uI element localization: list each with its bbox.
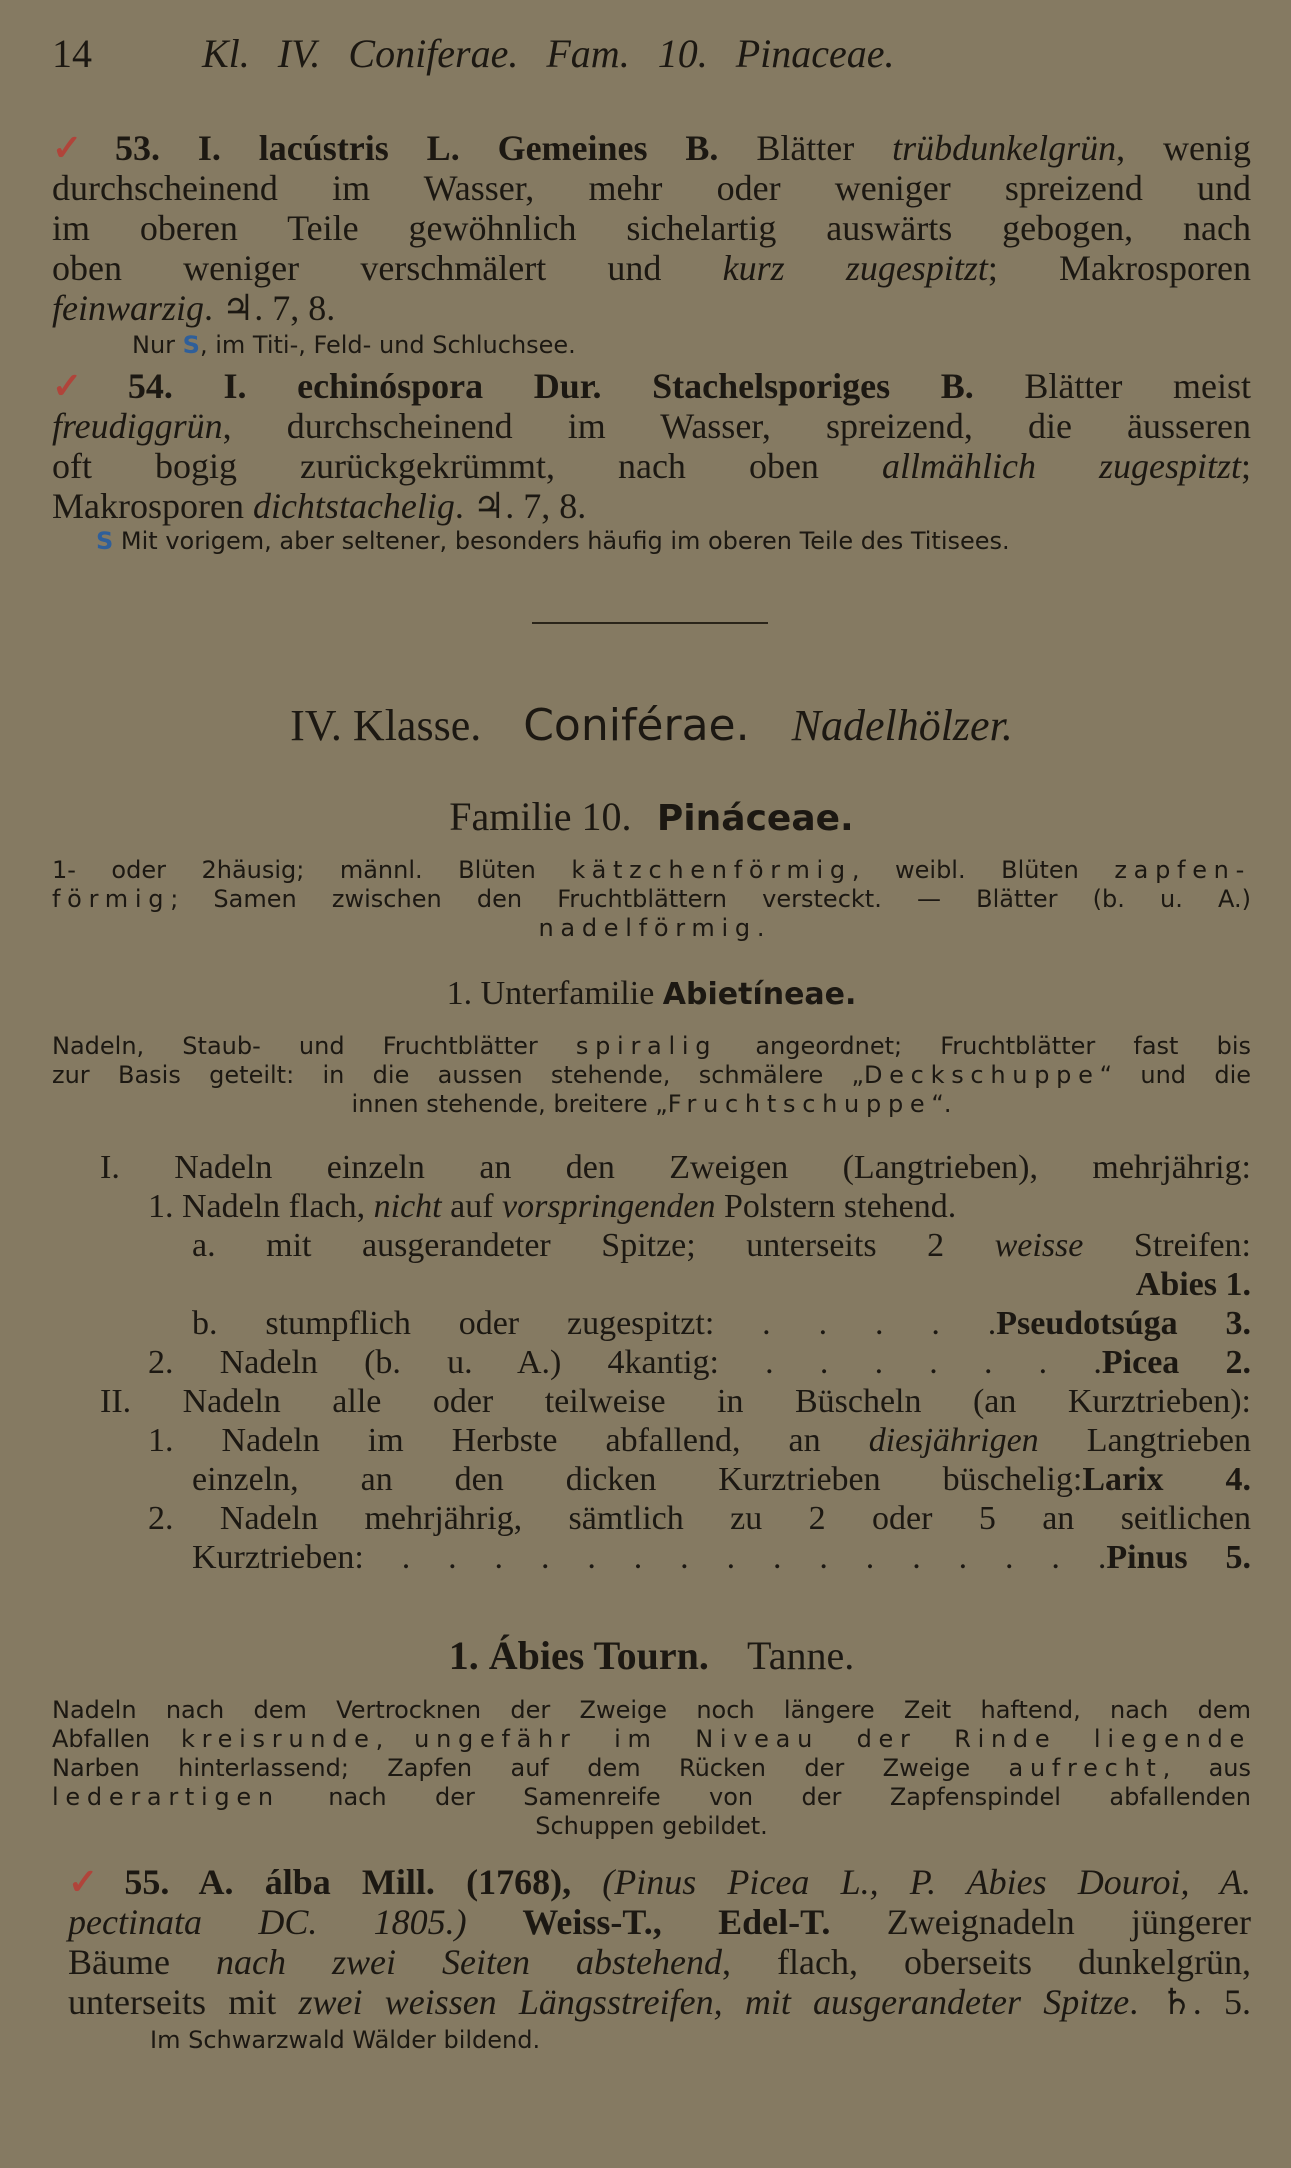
text-line: ✓ 55. A. álba Mill. (1768), (Pinus Picea L., P. Abies Douroi, A. xyxy=(68,1862,1252,1902)
habitat-note-53: Nur S, im Titi-, Feld- und Schluchsee. xyxy=(132,331,576,359)
determination-key xyxy=(52,1148,1251,1577)
key-line: II. Nadeln alle oder teilweise in Büscheln (an Kurztrieben): xyxy=(100,1383,1251,1420)
text-line: förmig; Samen zwischen den Fruchtblättern versteckt. — Blätter (b. u. A.) xyxy=(52,885,1251,913)
key-line: 1. Nadeln im Herbste abfallend, an diesjährigen Langtrieben xyxy=(148,1422,1251,1459)
text-line: Bäume nach zwei Seiten abstehend, flach, oberseits dunkelgrün, xyxy=(68,1942,1251,1982)
key-line: Kurztrieben: . . . . . . . . . . . . . . . .Pinus 5. xyxy=(192,1539,1251,1576)
blue-pencil-mark: S xyxy=(96,527,114,555)
page-number: 14 xyxy=(52,31,92,76)
genus-heading: 1. Ábies Tourn. Tanne. xyxy=(448,1633,855,1678)
key-line: 2. Nadeln mehrjährig, sämtlich zu 2 oder 5 an seitlichen xyxy=(148,1500,1251,1537)
family-heading: Familie 10. Pináceae. xyxy=(449,794,854,839)
species-entry-55 xyxy=(68,1862,1251,2022)
habitat-note-54: S Mit vorigem, aber seltener, besonders häufig im oberen Teile des Titisees. xyxy=(96,527,1010,555)
text-line: ✓ 54. I. echinóspora Dur. Stachelsporiges B. Blätter meist xyxy=(52,366,1251,406)
text-line: oben weniger verschmälert und kurz zugespitzt; Makrosporen xyxy=(52,248,1251,288)
check-mark-icon: ✓ xyxy=(52,366,124,406)
key-line: 1. Nadeln flach, nicht auf vorspringenden Polstern stehend. xyxy=(148,1188,957,1225)
text-line: unterseits mit zwei weissen Längsstreifen, mit ausgerandeter Spitze. ♄. 5. xyxy=(68,1982,1251,2022)
text-line: zur Basis geteilt: in die aussen stehende, schmälere „Deckschuppe“ und die xyxy=(52,1061,1251,1089)
key-line: b. stumpflich oder zugespitzt: . . . . .Pseudotsúga 3. xyxy=(192,1305,1251,1342)
key-result: Pinus 5. xyxy=(1106,1539,1251,1576)
text-line: durchscheinend im Wasser, mehr oder weniger spreizend und xyxy=(52,168,1251,208)
habitat-note-55: Im Schwarzwald Wälder bildend. xyxy=(150,2026,541,2054)
text-line: 1- oder 2häusig; männl. Blüten kätzchenförmig, weibl. Blüten zapfen- xyxy=(52,856,1251,884)
subfamily-heading: 1. Unterfamilie Abietíneae. xyxy=(446,975,857,1012)
check-mark-icon: ✓ xyxy=(52,128,112,168)
text-line: pectinata DC. 1805.) Weiss-T., Edel-T. Zweignadeln jüngerer xyxy=(68,1902,1251,1942)
text-line: freudiggrün, durchscheinend im Wasser, spreizend, die äusseren xyxy=(52,406,1251,446)
blue-pencil-mark: S xyxy=(182,331,200,359)
text-line: im oberen Teile gewöhnlich sichelartig auswärts gebogen, nach xyxy=(52,208,1251,248)
text-line: oft bogig zurückgekrümmt, nach oben allmählich zugespitzt; xyxy=(52,446,1251,486)
text-line: Nadeln nach dem Vertrocknen der Zweige noch längere Zeit haftend, nach dem xyxy=(52,1696,1251,1724)
running-title: Kl. IV. Coniferae. Fam. 10. Pinaceae. xyxy=(202,31,895,76)
page-header xyxy=(52,30,1251,80)
species-entry-53 xyxy=(52,128,1251,328)
text-line: ✓ 53. I. lacústris L. Gemeines B. Blätter trübdunkelgrün, wenig xyxy=(52,128,1251,168)
text-line: Abfallen kreisrunde, ungefähr im Niveau der Rinde liegende xyxy=(52,1725,1251,1753)
genus-description xyxy=(52,1696,1251,1841)
class-heading: IV. Klasse. Coniférae. Nadelhölzer. xyxy=(290,700,1013,751)
key-result: Pseudotsúga 3. xyxy=(996,1305,1251,1342)
key-line: 2. Nadeln (b. u. A.) 4kantig: . . . . . . .Picea 2. xyxy=(148,1344,1251,1381)
text-line: Schuppen gebildet. xyxy=(535,1812,768,1840)
text-line: innen stehende, breitere „Fruchtschuppe“. xyxy=(351,1090,952,1118)
text-line: Makrosporen dichtstachelig. ♃. 7, 8. xyxy=(52,486,587,526)
check-mark-icon: ✓ xyxy=(68,1862,121,1902)
key-line: einzeln, an den dicken Kurztrieben büschelig:Larix 4. xyxy=(192,1461,1252,1498)
text-line: feinwarzig. ♃. 7, 8. xyxy=(52,288,336,328)
text-line: lederartigen nach der Samenreife von der Zapfenspindel abfallenden xyxy=(52,1783,1251,1811)
text-line: Narben hinterlassend; Zapfen auf dem Rücken der Zweige aufrecht, aus xyxy=(52,1754,1252,1782)
key-line: I. Nadeln einzeln an den Zweigen (Langtrieben), mehrjährig: xyxy=(100,1149,1251,1186)
key-line: a. mit ausgerandeter Spitze; unterseits 2 weisse Streifen: xyxy=(192,1227,1251,1264)
section-divider xyxy=(532,622,768,624)
text-line: nadelförmig. xyxy=(538,914,765,942)
key-result: Abies 1. xyxy=(1135,1266,1251,1303)
key-result: Picea 2. xyxy=(1101,1344,1251,1381)
family-description xyxy=(52,856,1251,943)
key-result: Larix 4. xyxy=(1082,1461,1252,1498)
species-entry-54 xyxy=(52,366,1251,526)
subfamily-description xyxy=(52,1032,1251,1119)
text-line: Nadeln, Staub- und Fruchtblätter spiralig angeordnet; Fruchtblätter fast bis xyxy=(52,1032,1252,1060)
